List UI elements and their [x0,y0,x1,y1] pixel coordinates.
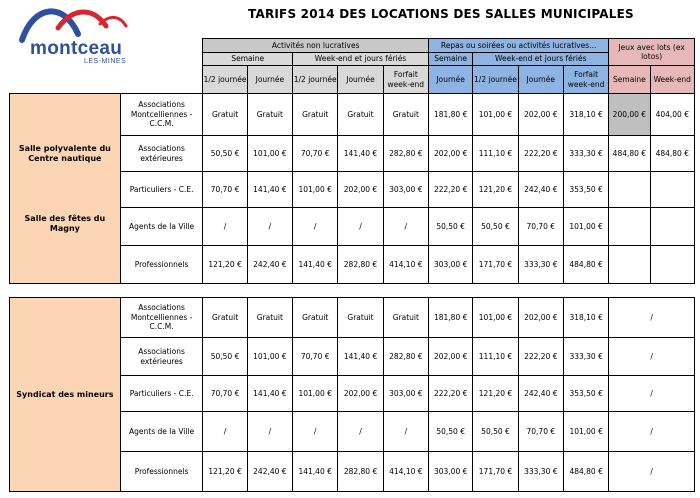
price-cell: 141,40 € [338,338,383,376]
price-cell: 333,30 € [563,136,608,172]
price-cell: 141,40 € [338,136,383,172]
price-cell: 414,10 € [383,452,428,492]
price-cell: 282,80 € [338,452,383,492]
price-cell: / [247,208,292,246]
price-cell: 171,70 € [473,246,518,284]
price-cell: 242,40 € [518,172,563,208]
price-cell: 202,00 € [338,376,383,412]
price-cell: Gratuit [293,298,338,338]
price-cell: 141,40 € [247,172,292,208]
price-cell: 242,40 € [247,452,292,492]
price-cell: 333,30 € [518,246,563,284]
header-jeux: Jeux avec lots (ex lotos) [609,39,695,66]
table-row [10,94,695,136]
jeux-cell: / [609,338,695,376]
salle-name: Salle polyvalente du Centre nautique [18,143,111,163]
price-cell: 333,30 € [563,338,608,376]
col-demi-journee: 1/2 journée [203,66,247,94]
price-cell: 101,00 € [473,94,518,136]
category-label: Associations extérieures [120,136,203,172]
price-cell: 282,80 € [338,246,383,284]
price-cell: 303,00 € [383,376,428,412]
price-cell: 353,50 € [563,172,608,208]
price-cell: 484,80 € [563,452,608,492]
price-cell: / [383,208,428,246]
price-cell [650,246,694,284]
col-journee: Journée [428,66,472,94]
price-cell: Gratuit [247,94,292,136]
salle-name: Salle des fêtes du Magny [24,213,106,233]
price-cell: 70,70 € [518,412,563,452]
price-cell: 242,40 € [518,376,563,412]
price-cell: 121,20 € [473,376,518,412]
price-cell: / [203,412,247,452]
header-semaine: Semaine [203,53,293,66]
price-cell: 484,80 € [650,136,694,172]
price-cell: 202,00 € [518,298,563,338]
price-cell: 200,00 € [609,94,650,136]
price-cell: 101,00 € [293,376,338,412]
spacer [10,164,120,214]
price-cell: / [338,412,383,452]
header-semaine-lucr: Semaine [428,53,472,66]
price-cell: 484,80 € [563,246,608,284]
price-cell: 101,00 € [563,412,608,452]
price-cell: 181,80 € [429,298,473,338]
price-cell: / [383,412,428,452]
price-cell: 70,70 € [203,376,247,412]
jeux-cell: / [609,452,695,492]
col-jeux-semaine: Semaine [609,66,650,94]
price-cell: 333,30 € [518,452,563,492]
price-cell: 181,80 € [428,94,472,136]
logo-subtitle: LES-MINES [84,58,127,65]
price-cell: 101,00 € [247,338,292,376]
jeux-cell: / [609,376,695,412]
price-cell: 202,00 € [428,136,472,172]
tarifs-table-syndicat [9,297,695,492]
price-cell: 414,10 € [383,246,428,284]
price-cell: Gratuit [293,94,338,136]
price-cell: 202,00 € [518,94,563,136]
price-cell: 202,00 € [429,338,473,376]
price-cell: 171,70 € [473,452,518,492]
page-title: TARIFS 2014 DES LOCATIONS DES SALLES MUNICIPALES [248,7,634,21]
price-cell: 484,80 € [609,136,650,172]
corner-blank [10,39,203,94]
col-jeux-weekend: Week-end [650,66,694,94]
price-cell: 242,40 € [247,246,292,284]
category-label: Associations extérieures [120,338,203,376]
col-forfait: Forfait week-end [563,66,608,94]
price-cell: 121,20 € [203,452,247,492]
price-cell [609,246,650,284]
price-cell: 222,20 € [518,338,563,376]
header-weekend-lucr: Week-end et jours fériés [473,53,609,66]
col-journee: Journée [338,66,383,94]
tarifs-table-salles [9,38,695,284]
price-cell: Gratuit [247,298,292,338]
price-cell: 202,00 € [338,172,383,208]
logo-wordmark: montceau [30,38,123,59]
category-label: Associations Montcelliennes - C.C.M. [120,298,203,338]
price-cell: 101,00 € [247,136,292,172]
price-cell: 50,50 € [429,412,473,452]
price-cell: 282,80 € [383,136,428,172]
category-label: Professionnels [120,246,203,284]
col-journee: Journée [518,66,563,94]
price-cell: 50,50 € [473,208,518,246]
price-cell: 101,00 € [293,172,338,208]
price-cell: 222,20 € [518,136,563,172]
price-cell [650,208,694,246]
header-lucratives: Repas ou soirées ou activités lucratives... [428,39,608,53]
price-cell: 70,70 € [293,338,338,376]
category-label: Associations Montcelliennes - C.C.M. [120,94,203,136]
price-cell [609,172,650,208]
price-cell: 111,10 € [473,338,518,376]
price-cell: / [203,208,247,246]
price-cell: 50,50 € [203,136,247,172]
col-journee: Journée [247,66,292,94]
category-label: Particuliers - C.E. [120,376,203,412]
price-cell: 121,20 € [203,246,247,284]
table-row [10,298,695,338]
price-cell [609,208,650,246]
price-cell: Gratuit [338,298,383,338]
price-cell: Gratuit [338,94,383,136]
price-cell: 141,40 € [293,452,338,492]
price-cell: 318,10 € [563,94,608,136]
price-cell: 222,20 € [429,376,473,412]
price-cell: 50,50 € [428,208,472,246]
price-cell [650,172,694,208]
price-cell: / [293,208,338,246]
price-cell: 141,40 € [247,376,292,412]
price-cell: 303,00 € [383,172,428,208]
price-cell: 70,70 € [293,136,338,172]
header-non-lucratives: Activités non lucratives [203,39,429,53]
price-cell: / [293,412,338,452]
price-cell: / [338,208,383,246]
col-demi-journee: 1/2 journée [293,66,338,94]
category-label: Agents de la Ville [120,412,203,452]
category-label: Agents de la Ville [120,208,203,246]
price-cell: 101,00 € [563,208,608,246]
jeux-cell: / [609,298,695,338]
price-cell: Gratuit [383,94,428,136]
price-cell: 70,70 € [203,172,247,208]
salle-names-cell [10,94,121,284]
price-cell: 141,40 € [293,246,338,284]
price-cell: 303,00 € [428,246,472,284]
price-cell: 101,00 € [473,298,518,338]
price-cell: 50,50 € [473,412,518,452]
salle-name: Syndicat des mineurs [10,298,121,492]
price-cell: 282,80 € [383,338,428,376]
price-cell: / [247,412,292,452]
category-label: Professionnels [120,452,203,492]
price-cell: 353,50 € [563,376,608,412]
price-cell: 404,00 € [650,94,694,136]
price-cell: 121,20 € [473,172,518,208]
header-weekend: Week-end et jours fériés [293,53,429,66]
category-label: Particuliers - C.E. [120,172,203,208]
price-cell: 318,10 € [563,298,608,338]
price-cell: 70,70 € [518,208,563,246]
price-cell: 111,10 € [473,136,518,172]
price-cell: Gratuit [203,94,247,136]
price-cell: 303,00 € [429,452,473,492]
price-cell: 50,50 € [203,338,247,376]
col-demi-journee: 1/2 journée [473,66,518,94]
price-cell: 222,20 € [428,172,472,208]
jeux-cell: / [609,412,695,452]
price-cell: Gratuit [203,298,247,338]
price-cell: Gratuit [383,298,428,338]
col-forfait: Forfait week-end [383,66,428,94]
